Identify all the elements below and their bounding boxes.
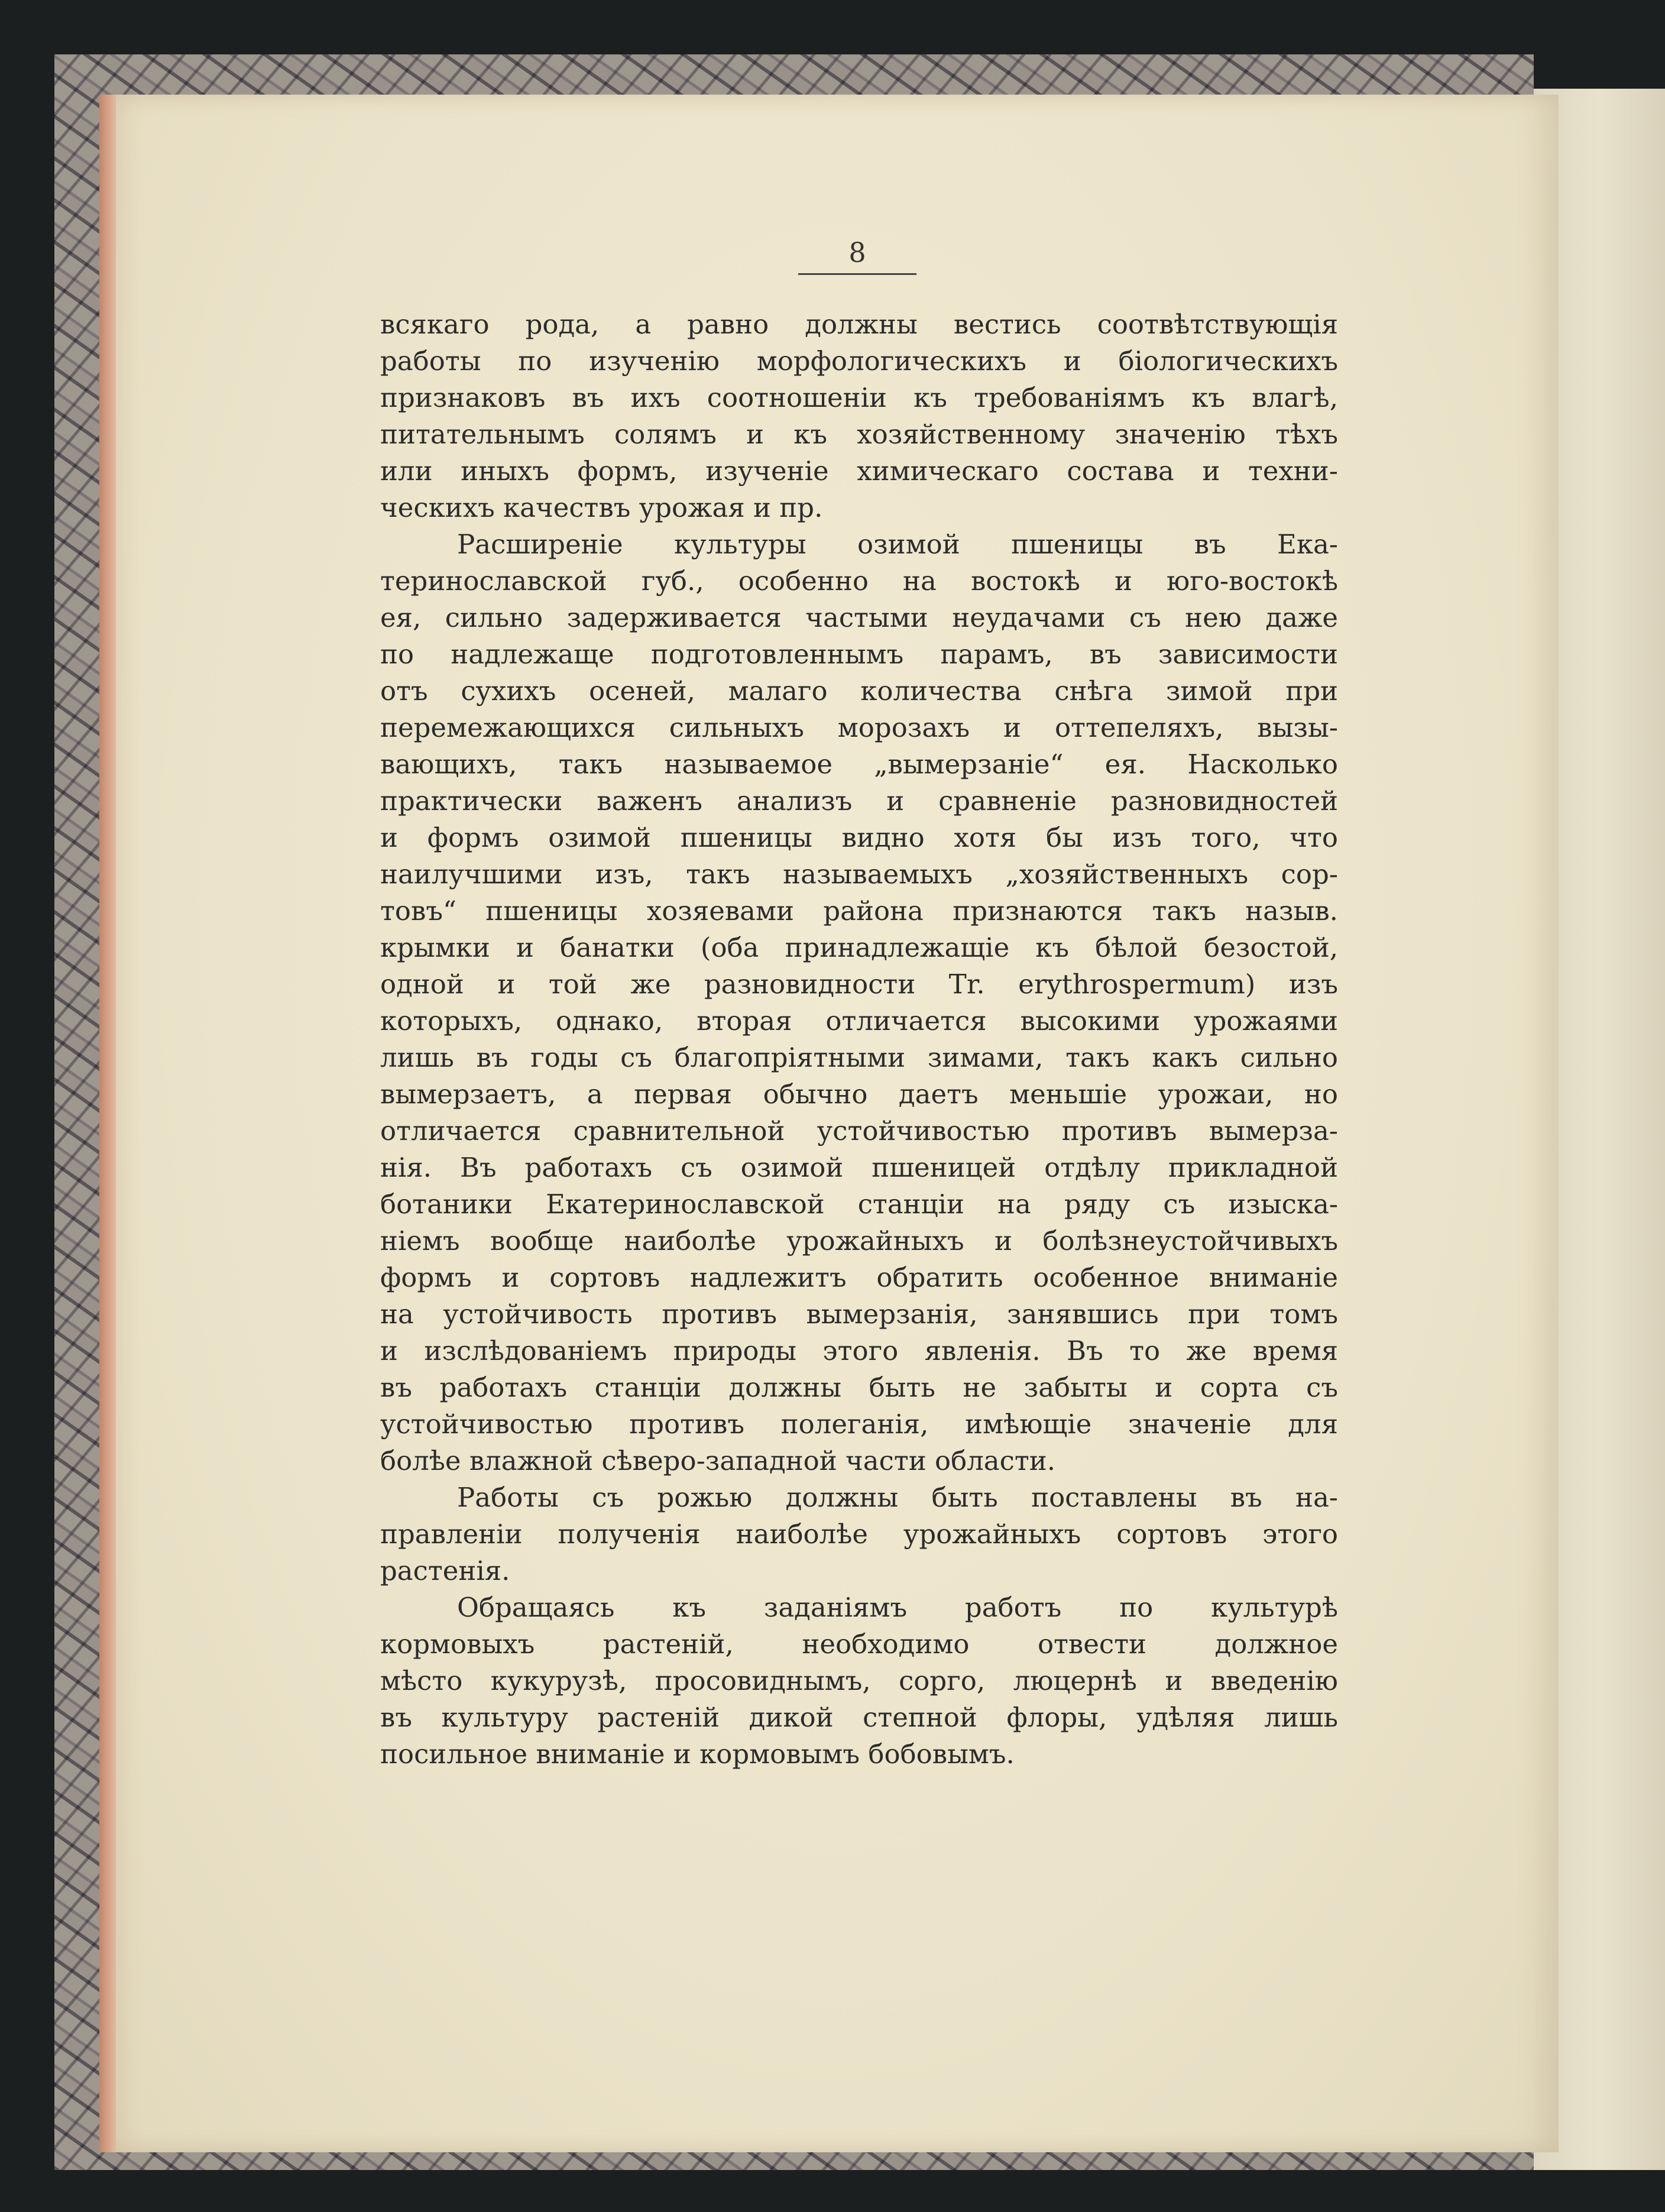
text-line: растенія. — [380, 1555, 510, 1586]
text-line: кормовыхъ растеній, необходимо отвести должное — [380, 1628, 1338, 1660]
text-line: устойчивостью противъ полеганія, имѣющіе значеніе для — [380, 1408, 1338, 1440]
text-line: которыхъ, однако, вторая отличается высокими урожаями — [380, 1005, 1338, 1037]
text-line: лишь въ годы съ благопріятными зимами, такъ какъ сильно — [380, 1042, 1338, 1073]
text-line: признаковъ въ ихъ соотношеніи къ требованіямъ къ влагѣ, — [380, 382, 1338, 413]
text-line: вымерзаетъ, а первая обычно даетъ меньшіе урожаи, но — [380, 1079, 1338, 1110]
text-line: практически важенъ анализъ и сравненіе разновидностей — [380, 785, 1338, 817]
text-line: мѣсто кукурузѣ, просовиднымъ, сорго, люцернѣ и введенію — [380, 1665, 1338, 1696]
text-line: по надлежаще подготовленнымъ парамъ, въ зависимости — [380, 639, 1338, 670]
text-line: питательнымъ солямъ и къ хозяйственному значенію тѣхъ — [380, 419, 1338, 450]
text-line: наилучшими изъ, такъ называемыхъ „хозяйственныхъ сор- — [380, 859, 1338, 890]
page-number: 8 — [848, 237, 866, 268]
text-line: формъ и сортовъ надлежитъ обратить особенное вниманіе — [380, 1262, 1338, 1293]
paragraph-start: Работы съ рожью должны быть поставлены въ на- — [457, 1482, 1338, 1513]
text-line: одной и той же разновидности Tr. erythrospermum) изъ — [380, 969, 1338, 1000]
paragraph-start: Обращаясь къ заданіямъ работъ по культурѣ — [457, 1592, 1338, 1623]
text-line: всякаго рода, а равно должны вестись соотвѣтствующія — [380, 309, 1338, 340]
text-line: правленіи полученія наиболѣе урожайныхъ сортовъ этого — [380, 1518, 1338, 1550]
text-line: крымки и банатки (оба принадлежащіе къ бѣлой безостой, — [380, 932, 1338, 963]
text-line: на устойчивость противъ вымерзанія, занявшись при томъ — [380, 1298, 1338, 1330]
text-line: работы по изученію морфологическихъ и біологическихъ — [380, 345, 1338, 377]
text-line: и формъ озимой пшеницы видно хотя бы изъ того, что — [380, 822, 1338, 853]
text-line: отъ сухихъ осеней, малаго количества снѣга зимой при — [380, 675, 1338, 707]
text-line: ніемъ вообще наиболѣе урожайныхъ и болѣзнеустойчивыхъ — [380, 1225, 1338, 1256]
text-line: ческихъ качествъ урожая и пр. — [380, 492, 823, 523]
text-line: теринославской губ., особенно на востокѣ и юго-востокѣ — [380, 565, 1338, 597]
text-line: ея, сильно задерживается частыми неудачами съ нею даже — [380, 602, 1338, 633]
text-line: и изслѣдованіемъ природы этого явленія. Въ то же время — [380, 1335, 1338, 1366]
header-rule — [798, 273, 916, 275]
paragraph-start: Расширеніе культуры озимой пшеницы въ Ека- — [457, 529, 1338, 560]
text-line: вающихъ, такъ называемое „вымерзаніе“ ея. Насколько — [380, 749, 1338, 780]
text-line: нія. Въ работахъ съ озимой пшеницей отдѣлу прикладной — [380, 1152, 1338, 1183]
text-line: посильное вниманіе и кормовымъ бобовымъ. — [380, 1738, 1015, 1770]
page-text — [380, 306, 1338, 1773]
text-line: отличается сравнительной устойчивостью противъ вымерза- — [380, 1115, 1338, 1147]
text-line: ботаники Екатеринославской станціи на ряду съ изыска- — [380, 1188, 1338, 1220]
text-line: товъ“ пшеницы хозяевами района признаются такъ назыв. — [380, 895, 1338, 927]
text-line: перемежающихся сильныхъ морозахъ и оттепеляхъ, вызы- — [380, 712, 1338, 743]
text-line: болѣе влажной сѣверо-западной части области. — [380, 1445, 1056, 1476]
text-line: или иныхъ формъ, изученіе химическаго состава и техни- — [380, 455, 1338, 487]
text-line: въ работахъ станціи должны быть не забыты и сорта съ — [380, 1372, 1338, 1403]
text-line: въ культуру растеній дикой степной флоры, удѣляя лишь — [380, 1702, 1338, 1733]
